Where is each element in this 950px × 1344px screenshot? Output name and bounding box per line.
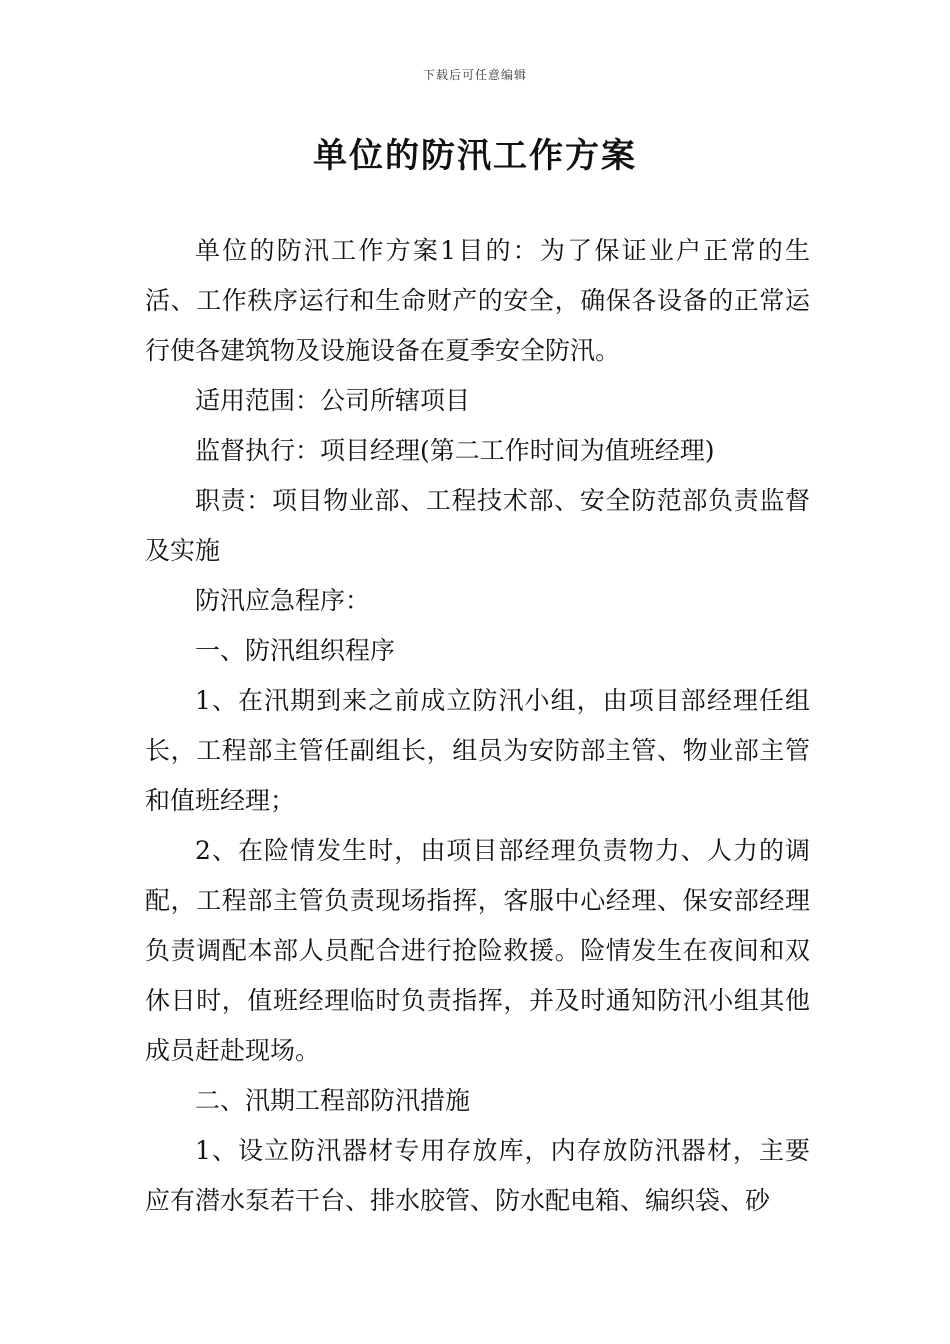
paragraph-purpose: 单位的防汛工作方案1目的：为了保证业户正常的生活、工作秩序运行和生命财产的安全，确保各设备的正常运行使各建筑物及设施设备在夏季安全防汛。 bbox=[145, 236, 810, 365]
paragraph-organization-2: 2、在险情发生时，由项目部经理负责物力、人力的调配，工程部主管负责现场指挥，客服中心经理、保安部经理负责调配本部人员配合进行抢险救援。险情发生在夜间和双休日时，值班经理临时负责指挥，并及时通知防汛小组其他成员赶赴现场。 bbox=[145, 836, 810, 1065]
paragraph-emergency-heading: 防汛应急程序： bbox=[195, 586, 371, 615]
document-title: 单位的防汛工作方案 bbox=[313, 136, 637, 176]
paragraph-organization-1: 1、在汛期到来之前成立防汛小组，由项目部经理任组长，工程部主管任副组长，组员为安防部主管、物业部主管和值班经理； bbox=[145, 686, 810, 815]
section-heading-organization: 一、防汛组织程序 bbox=[195, 636, 396, 665]
document-body bbox=[145, 226, 810, 1226]
section-heading-engineering: 二、汛期工程部防汛措施 bbox=[195, 1086, 471, 1115]
paragraph-scope: 适用范围：公司所辖项目 bbox=[195, 386, 471, 415]
paragraph-supervision: 监督执行：项目经理(第二工作时间为值班经理) bbox=[195, 436, 715, 465]
header-note: 下载后可任意编辑 bbox=[422, 68, 527, 82]
paragraph-responsibility: 职责：项目物业部、工程技术部、安全防范部负责监督及实施 bbox=[145, 486, 810, 565]
paragraph-engineering-1: 1、设立防汛器材专用存放库，内存放防汛器材，主要应有潜水泵若干台、排水胶管、防水配电箱、编织袋、砂 bbox=[145, 1136, 810, 1215]
